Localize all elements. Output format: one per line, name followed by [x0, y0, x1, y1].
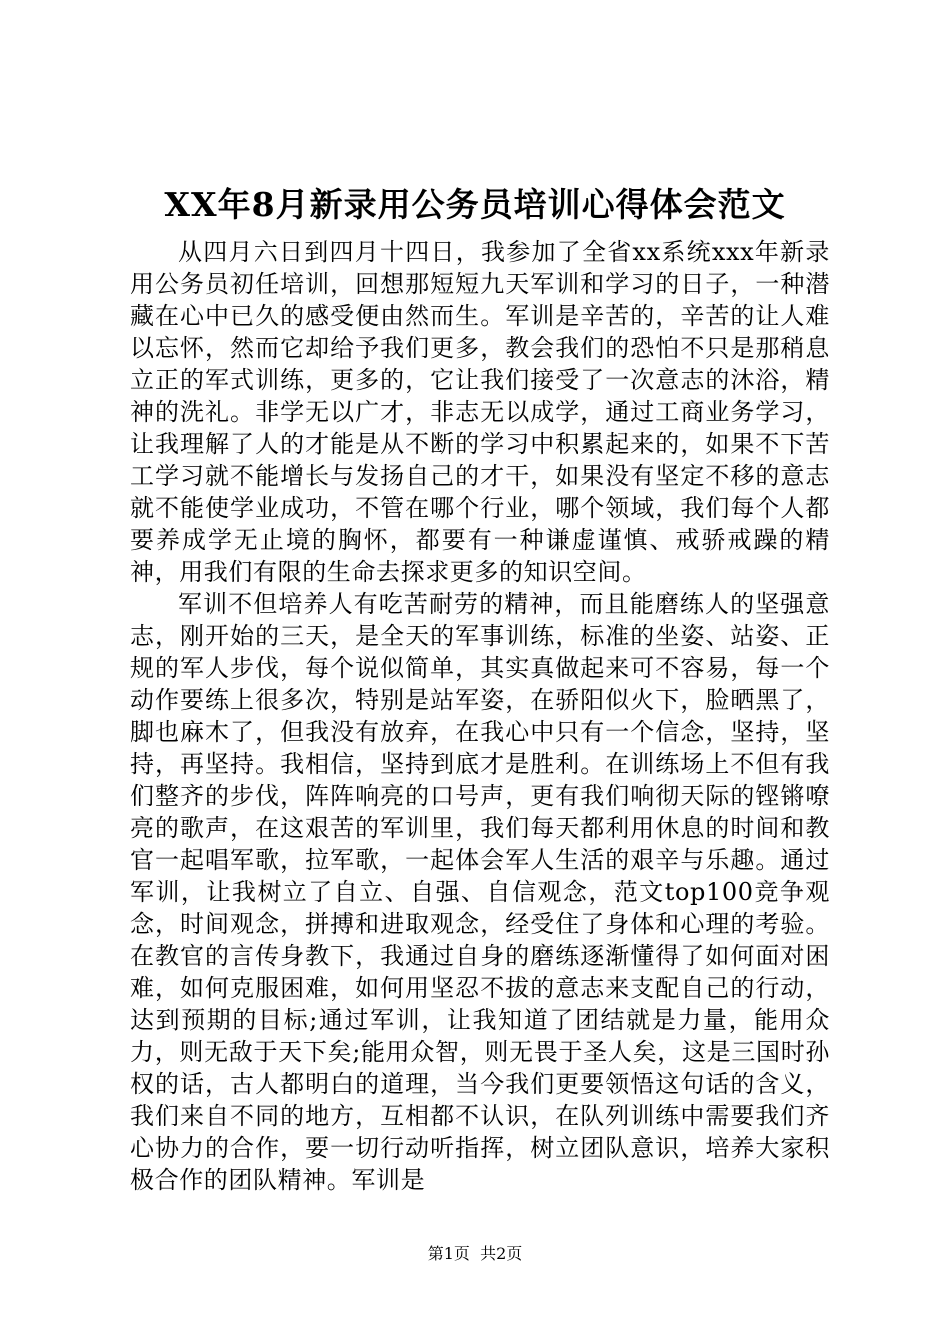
paragraph: 军训不但培养人有吃苦耐劳的精神，而且能磨练人的坚强意志，刚开始的三天，是全天的军事训练，标准的坐姿、站姿、正规的军人步伐，每个说似简单，其实真做起来可不容易，每一个动作要练上很多次，特别是站军姿，在骄阳似火下，脸晒黑了，脚也麻木了，但我没有放弃，在我心中只有一个信念，坚持，坚持，再坚持。我相信，坚持到底才是胜利。在训练场上不但有我们整齐的步伐，阵阵响亮的口号声，更有我们响彻天际的铿锵嘹亮的歌声，在这艰苦的军训里，我们每天都利用休息的时间和教官一起唱军歌，拉军歌，一起体会军人生活的艰辛与乐趣。通过军训，让我树立了自立、自强、自信观念，范文top100竞争观念，时间观念，拼搏和进取观念，经受住了身体和心理的考验。在教官的言传身教下，我通过自身的磨练逐渐懂得了如何面对困难，如何克服困难，如何用坚忍不拔的意志来支配自己的行动，达到预期的目标;通过军训，让我知道了团结就是力量，能用众力，则无敌于天下矣;能用众智，则无畏于圣人矣，这是三国时孙权的话，古人都明白的道理，当今我们更要领悟这句话的含义，我们来自不同的地方，互相都不认识，在队列训练中需要我们齐心协力的合作，要一切行动听指挥，树立团队意识，培养大家积极合作的团队精神。军训是	[130, 590, 830, 1194]
document-body	[130, 236, 830, 1196]
document-title: XX年8月新录用公务员培训心得体会范文	[164, 185, 786, 224]
page-number-footer: 第1页 共2页	[427, 1244, 523, 1263]
paragraph: 从四月六日到四月十四日，我参加了全省xx系统xxx年新录用公务员初任培训，回想那短短九天军训和学习的日子，一种潜藏在心中已久的感受便由然而生。军训是辛苦的，辛苦的让人难以忘怀，然而它却给予我们更多，教会我们的恐怕不只是那稍息立正的军式训练，更多的，它让我们接受了一次意志的沐浴，精神的洗礼。非学无以广才，非志无以成学，通过工商业务学习，让我理解了人的才能是从不断的学习中积累起来的，如果不下苦工学习就不能增长与发扬自己的才干，如果没有坚定不移的意志就不能使学业成功，不管在哪个行业，哪个领域，我们每个人都要养成学无止境的胸怀，都要有一种谦虚谨慎、戒骄戒躁的精神，用我们有限的生命去探求更多的知识空间。	[130, 238, 830, 586]
